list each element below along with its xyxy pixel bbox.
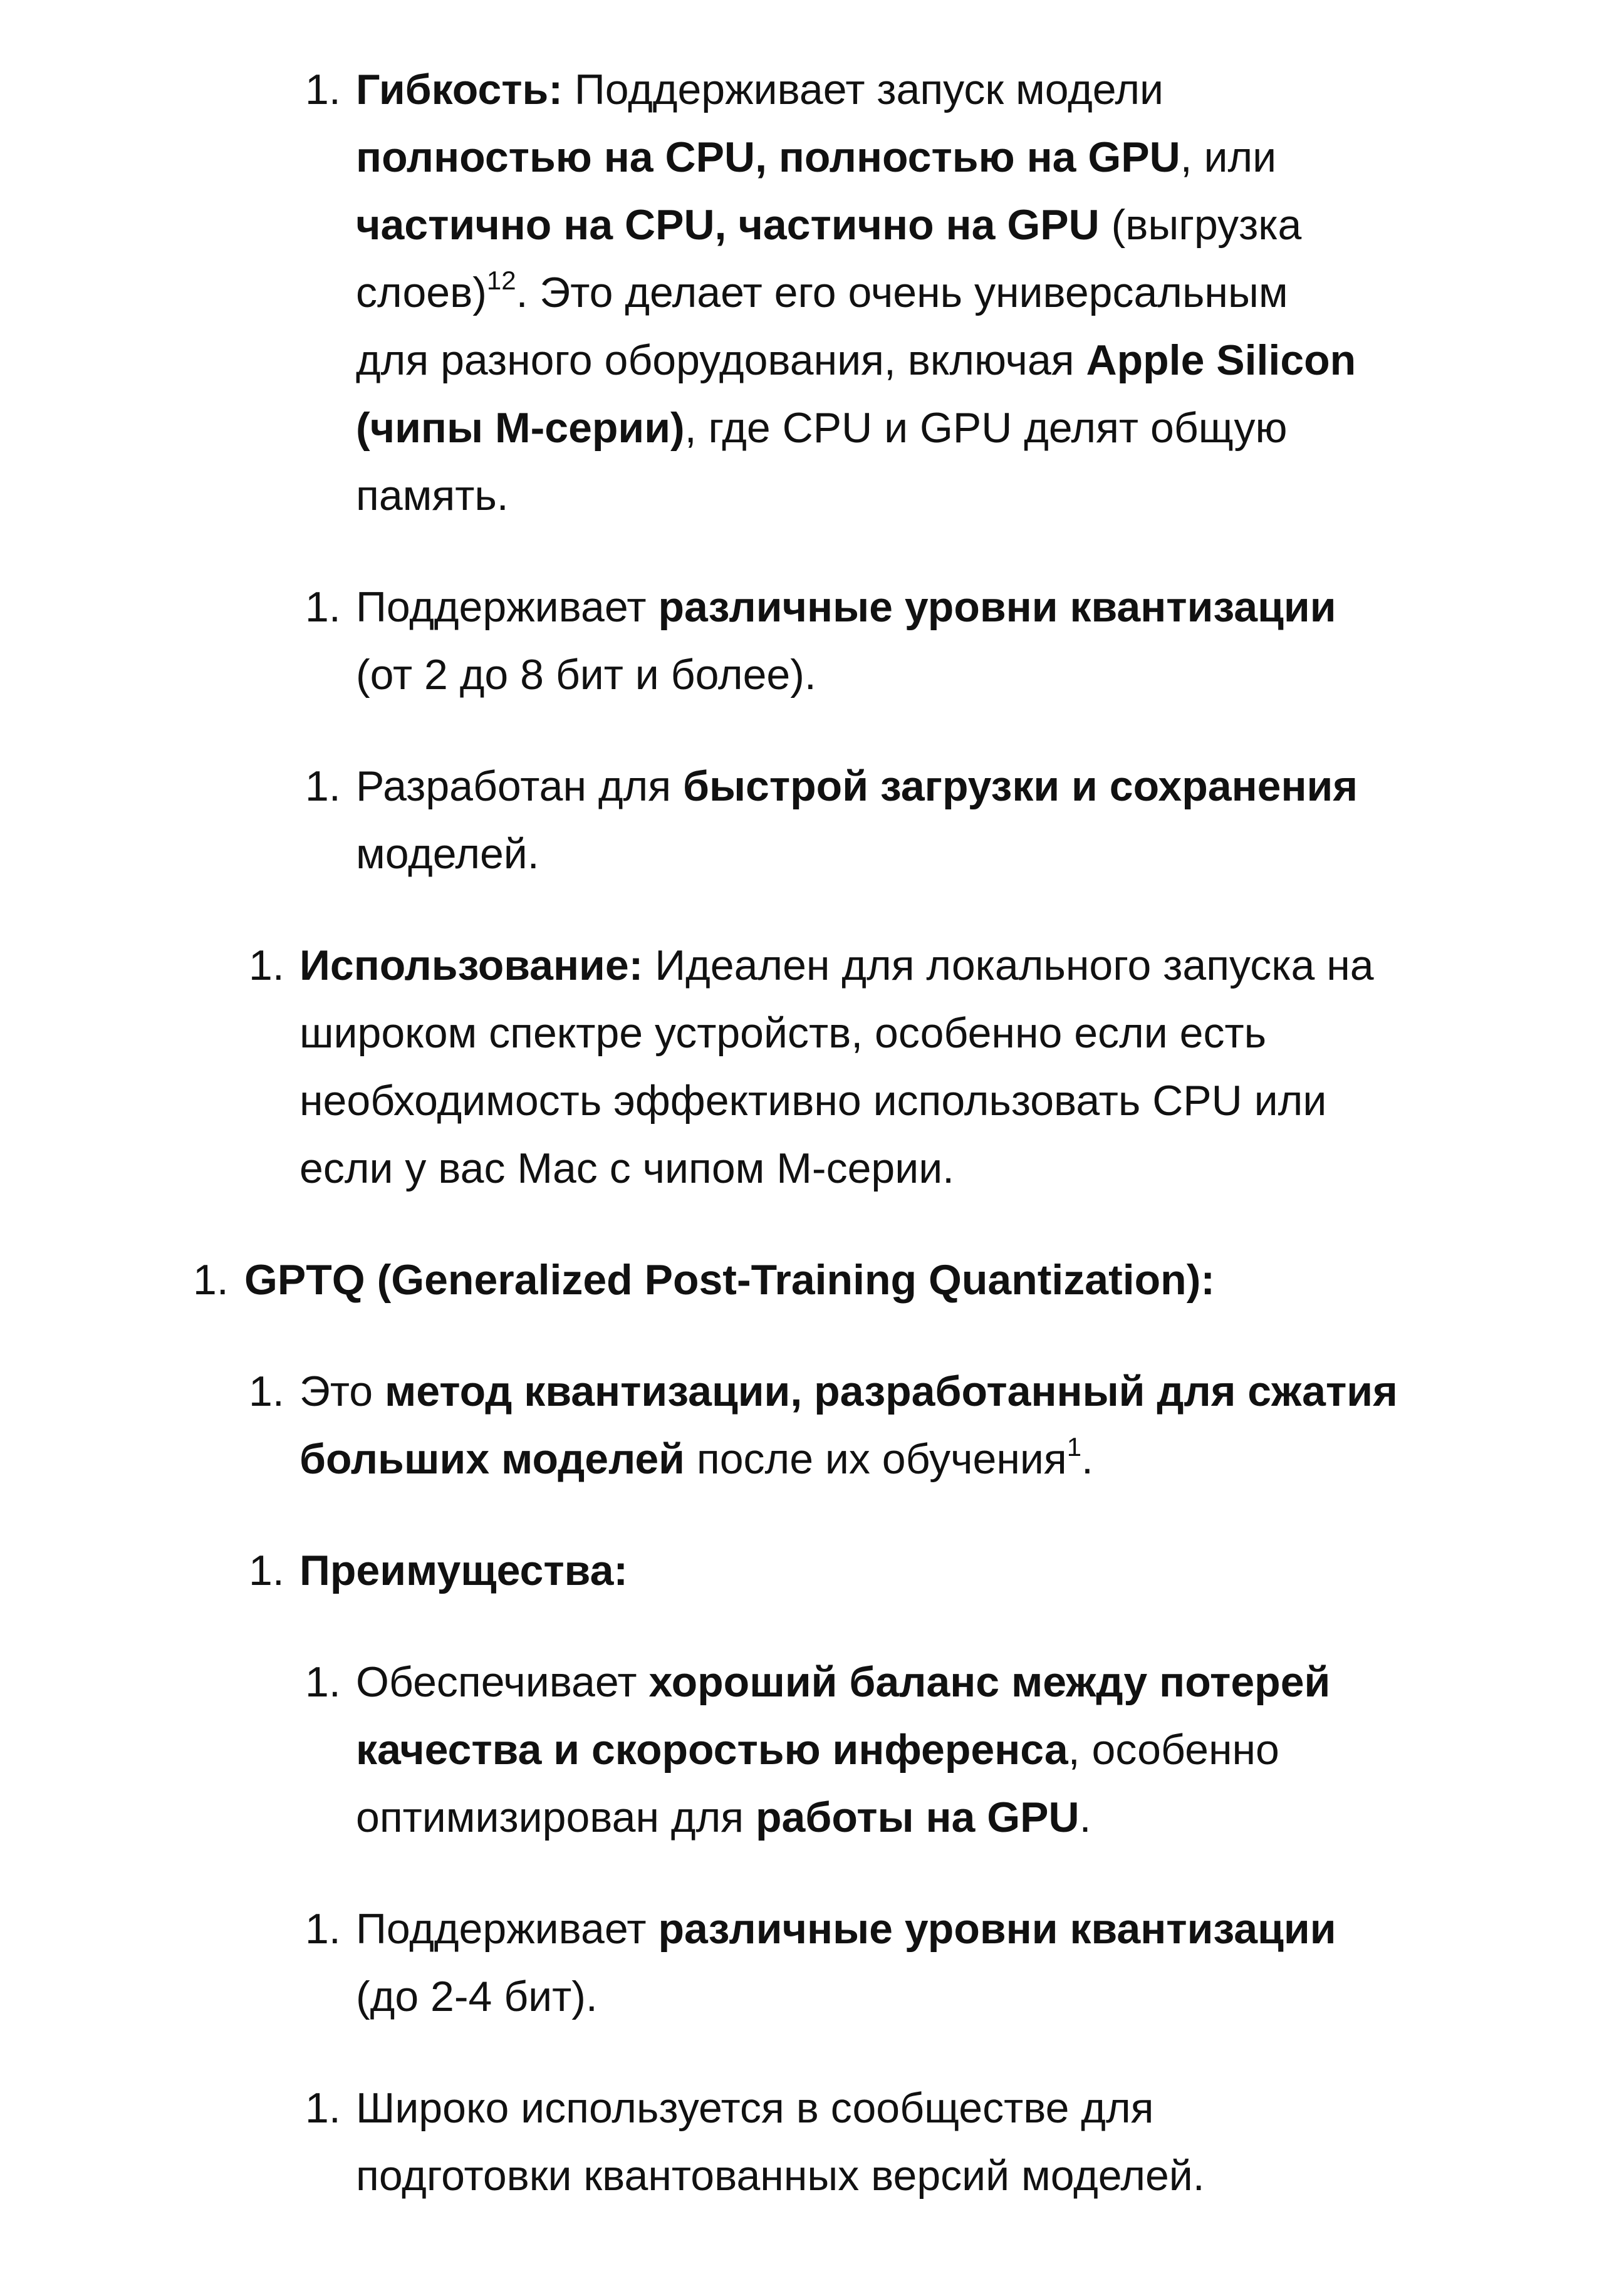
text-line bbox=[356, 2074, 1624, 2142]
bold-text: качества и скоростью инференса bbox=[356, 1726, 1068, 1774]
text: . bbox=[1081, 1435, 1093, 1483]
text: Обеспечивает bbox=[356, 1658, 649, 1706]
text: для разного оборудования, включая bbox=[356, 336, 1086, 384]
text-line bbox=[356, 1648, 1624, 1716]
list-item bbox=[0, 1246, 1624, 1314]
list-item bbox=[0, 1358, 1624, 1493]
text-line bbox=[356, 326, 1624, 394]
text: Широко используется в сообществе для bbox=[356, 2084, 1154, 2132]
text-line bbox=[356, 191, 1624, 259]
text: память. bbox=[356, 472, 509, 519]
list-number: 1. bbox=[305, 66, 341, 113]
bold-text: метод квантизации, разработанный для сжатия bbox=[384, 1368, 1398, 1415]
text: Это bbox=[299, 1368, 385, 1415]
list-number: 1. bbox=[305, 1905, 341, 1953]
text-line bbox=[356, 1963, 1624, 2030]
list-item bbox=[0, 932, 1624, 1202]
text-line bbox=[299, 999, 1624, 1067]
text-line bbox=[299, 1537, 1624, 1604]
list-item bbox=[0, 1648, 1624, 1851]
text-line bbox=[356, 56, 1624, 123]
text-line bbox=[356, 2142, 1624, 2210]
text-line bbox=[356, 259, 1624, 326]
text-line bbox=[356, 752, 1624, 820]
bold-text: быстрой загрузки и сохранения bbox=[682, 762, 1358, 810]
list-number: 1. bbox=[305, 762, 341, 810]
bold-text: Преимущества: bbox=[299, 1547, 628, 1594]
text: (до 2-4 бит). bbox=[356, 1973, 598, 2020]
footnote-ref: 12 bbox=[486, 266, 516, 295]
text: Разработан для bbox=[356, 762, 683, 810]
list-number: 1. bbox=[249, 1368, 284, 1415]
text: необходимость эффективно использовать CPU или bbox=[299, 1077, 1327, 1125]
text-line bbox=[356, 123, 1624, 191]
bold-text: различные уровни квантизации bbox=[658, 1905, 1336, 1953]
text: Поддерживает bbox=[356, 583, 658, 631]
text-line bbox=[244, 1246, 1624, 1314]
text: слоев) bbox=[356, 269, 487, 316]
text: широком спектре устройств, особенно если есть bbox=[299, 1009, 1267, 1057]
text-line bbox=[356, 573, 1624, 641]
text-line bbox=[356, 1895, 1624, 1963]
list-item bbox=[0, 1537, 1624, 1604]
text: если у вас Mac с чипом M-серии. bbox=[299, 1145, 955, 1192]
text: , или bbox=[1180, 133, 1277, 181]
document-body bbox=[0, 56, 1624, 2253]
list-item bbox=[0, 1895, 1624, 2030]
bold-text: (чипы M-серии) bbox=[356, 404, 685, 452]
text-line bbox=[299, 1358, 1624, 1425]
text: Поддерживает bbox=[356, 1905, 658, 1953]
bold-text: Apple Silicon bbox=[1086, 336, 1356, 384]
bold-text: Гибкость: bbox=[356, 66, 563, 113]
bold-text: работы на GPU bbox=[756, 1794, 1080, 1841]
text: (выгрузка bbox=[1099, 201, 1302, 249]
text-line bbox=[299, 1425, 1624, 1493]
text-line bbox=[299, 1067, 1624, 1135]
list-number: 1. bbox=[305, 2084, 341, 2132]
list-item bbox=[0, 573, 1624, 709]
text: Поддерживает запуск модели bbox=[563, 66, 1164, 113]
bold-text: различные уровни квантизации bbox=[658, 583, 1336, 631]
bold-text: хороший баланс между потерей bbox=[648, 1658, 1331, 1706]
bold-text: полностью на CPU, полностью на GPU bbox=[356, 133, 1180, 181]
text: (от 2 до 8 бит и более). bbox=[356, 651, 816, 699]
bold-text: GPTQ (Generalized Post-Training Quantization): bbox=[244, 1256, 1215, 1304]
text-line bbox=[356, 394, 1624, 462]
text: , где CPU и GPU делят общую bbox=[684, 404, 1288, 452]
text-line bbox=[356, 820, 1624, 888]
list-number: 1. bbox=[249, 942, 284, 989]
text: подготовки квантованных версий моделей. bbox=[356, 2152, 1205, 2200]
text-line bbox=[356, 1716, 1624, 1784]
list-item bbox=[0, 2074, 1624, 2210]
list-number: 1. bbox=[305, 583, 341, 631]
list-item bbox=[0, 752, 1624, 888]
text-line bbox=[356, 1784, 1624, 1851]
text: после их обучения bbox=[685, 1435, 1067, 1483]
bold-text: частично на CPU, частично на GPU bbox=[356, 201, 1100, 249]
list-number: 1. bbox=[305, 1658, 341, 1706]
text: моделей. bbox=[356, 830, 539, 878]
text: . bbox=[1079, 1794, 1091, 1841]
list-number: 1. bbox=[249, 1547, 284, 1594]
text: . Это делает его очень универсальным bbox=[516, 269, 1288, 316]
bold-text: Использование: bbox=[299, 942, 643, 989]
text-line bbox=[356, 462, 1624, 529]
text-line bbox=[299, 1135, 1624, 1202]
text: Идеален для локального запуска на bbox=[643, 942, 1374, 989]
text: оптимизирован для bbox=[356, 1794, 756, 1841]
text: , особенно bbox=[1068, 1726, 1279, 1774]
bold-text: больших моделей bbox=[299, 1435, 685, 1483]
footnote-ref: 1 bbox=[1066, 1432, 1082, 1462]
text-line bbox=[356, 641, 1624, 709]
list-item bbox=[0, 56, 1624, 529]
list-number: 1. bbox=[193, 1256, 229, 1304]
text-line bbox=[299, 932, 1624, 999]
